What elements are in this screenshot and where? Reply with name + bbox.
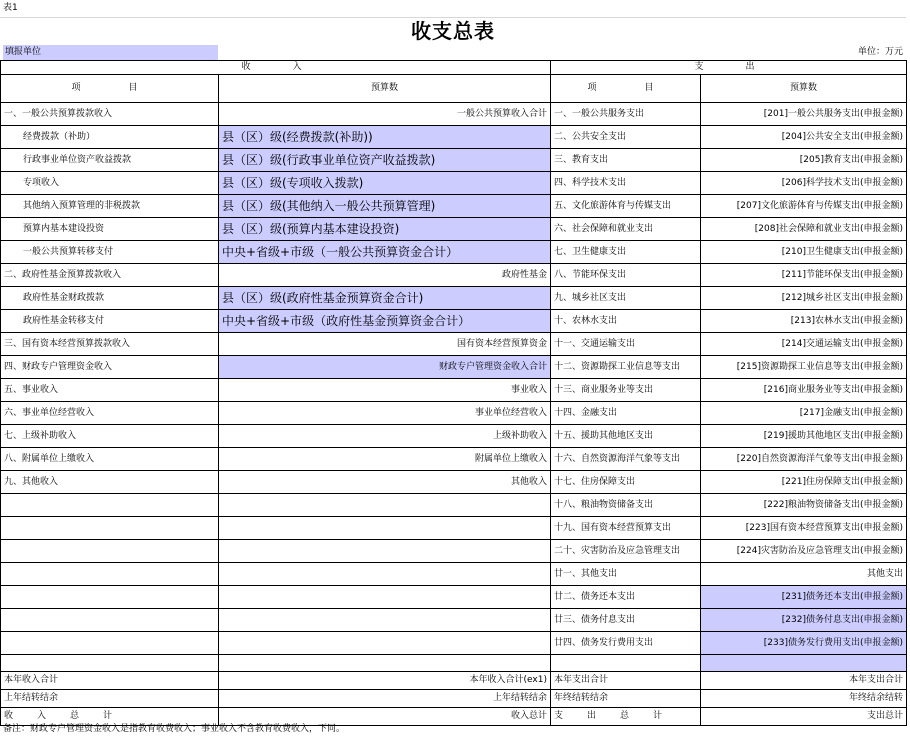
expense-item-cell[interactable]: 廿三、债务付息支出: [551, 609, 701, 632]
income-value-cell[interactable]: [219, 609, 551, 632]
income-item-cell[interactable]: 一般公共预算转移支付: [1, 241, 219, 264]
empty-cell[interactable]: [551, 655, 701, 672]
total-value-cell[interactable]: 收入总计: [219, 708, 551, 726]
expense-value-cell[interactable]: [221]住房保障支出(申报金额): [701, 471, 907, 494]
income-item-cell[interactable]: [1, 609, 219, 632]
income-item-cell[interactable]: 经费拨款（补助）: [1, 126, 219, 149]
table-row: [1, 563, 907, 586]
income-value-cell[interactable]: 县（区）级(专项收入拨款): [219, 172, 551, 195]
income-item-cell[interactable]: 其他纳入预算管理的非税拨款: [1, 195, 219, 218]
income-value-cell[interactable]: 中央+省级+市级（政府性基金预算资金合计）: [219, 310, 551, 333]
expense-value-cell[interactable]: [232]债务付息支出(申报金额): [701, 609, 907, 632]
expense-item-cell[interactable]: 一、一般公共服务支出: [551, 103, 701, 126]
total-item-cell[interactable]: 本年收入合计: [1, 672, 219, 690]
table-row: [1, 586, 907, 609]
expense-item-cell[interactable]: 十八、粮油物资储备支出: [551, 494, 701, 517]
total-item-cell[interactable]: 年终结转结余: [551, 690, 701, 708]
expense-item-cell[interactable]: 八、节能环保支出: [551, 264, 701, 287]
table-row: [1, 264, 907, 287]
table-row: [1, 632, 907, 655]
expense-value-cell[interactable]: [219]援助其他地区支出(申报金额): [701, 425, 907, 448]
income-value-cell[interactable]: 事业单位经营收入: [219, 402, 551, 425]
section-header-row: [1, 61, 907, 75]
total-value-cell[interactable]: 上年结转结余: [219, 690, 551, 708]
income-item-cell[interactable]: 预算内基本建设投资: [1, 218, 219, 241]
expense-value-cell[interactable]: [212]城乡社区支出(申报金额): [701, 287, 907, 310]
total-value-cell[interactable]: 年终结余结转: [701, 690, 907, 708]
table-row: [1, 494, 907, 517]
expense-item-cell[interactable]: 十一、交通运输支出: [551, 333, 701, 356]
income-item-cell[interactable]: 八、附属单位上缴收入: [1, 448, 219, 471]
income-budget-header: 预算数: [219, 75, 551, 103]
expense-item-cell[interactable]: 十四、金融支出: [551, 402, 701, 425]
expense-value-cell[interactable]: 其他支出: [701, 563, 907, 586]
expense-budget-header: 预算数: [701, 75, 907, 103]
spacer-row: [1, 655, 907, 672]
sheet-label: 表1: [3, 3, 18, 13]
expense-value-cell[interactable]: [215]资源勘探工业信息等支出(申报金额): [701, 356, 907, 379]
table-row: [1, 333, 907, 356]
reporting-unit-cell[interactable]: 填报单位: [3, 45, 218, 60]
income-item-cell[interactable]: 行政事业单位资产收益拨款: [1, 149, 219, 172]
total-value-cell[interactable]: 本年收入合计(ex1): [219, 672, 551, 690]
table-row: [1, 471, 907, 494]
table-row: [1, 540, 907, 563]
income-value-cell[interactable]: 中央+省级+市级（一般公共预算资金合计）: [219, 241, 551, 264]
expense-item-cell[interactable]: 十六、自然资源海洋气象等支出: [551, 448, 701, 471]
income-value-cell[interactable]: 财政专户管理资金收入合计: [219, 356, 551, 379]
expense-item-cell[interactable]: 二、公共安全支出: [551, 126, 701, 149]
income-value-cell[interactable]: [219, 540, 551, 563]
table-row: [1, 195, 907, 218]
income-item-cell[interactable]: 七、上级补助收入: [1, 425, 219, 448]
expense-value-cell[interactable]: [205]教育支出(申报金额): [701, 149, 907, 172]
income-value-cell[interactable]: 县（区）级(预算内基本建设投资): [219, 218, 551, 241]
income-item-cell[interactable]: 四、财政专户管理资金收入: [1, 356, 219, 379]
table-row: [1, 402, 907, 425]
total-item-cell[interactable]: 本年支出合计: [551, 672, 701, 690]
total-value-cell[interactable]: 本年支出合计: [701, 672, 907, 690]
expense-item-cell[interactable]: 廿四、债务发行费用支出: [551, 632, 701, 655]
expense-value-cell[interactable]: [213]农林水支出(申报金额): [701, 310, 907, 333]
total-row: [1, 672, 907, 690]
footnote: 备注：财政专户管理资金收入是指教育收费收入；事业收入不含教育收费收入，下同。: [3, 724, 346, 734]
expense-item-cell[interactable]: 二十、灾害防治及应急管理支出: [551, 540, 701, 563]
income-item-cell[interactable]: 政府性基金转移支付: [1, 310, 219, 333]
expense-value-cell[interactable]: [214]交通运输支出(申报金额): [701, 333, 907, 356]
expense-value-cell[interactable]: [231]债务还本支出(申报金额): [701, 586, 907, 609]
income-value-cell[interactable]: [219, 517, 551, 540]
income-item-cell[interactable]: [1, 540, 219, 563]
expense-item-cell[interactable]: 十三、商业服务业等支出: [551, 379, 701, 402]
expense-item-cell[interactable]: 十、农林水支出: [551, 310, 701, 333]
expense-item-cell[interactable]: 四、科学技术支出: [551, 172, 701, 195]
income-item-cell[interactable]: 五、事业收入: [1, 379, 219, 402]
total-row: [1, 690, 907, 708]
expense-value-cell[interactable]: [210]卫生健康支出(申报金额): [701, 241, 907, 264]
expense-item-cell[interactable]: 七、卫生健康支出: [551, 241, 701, 264]
income-item-header: 项 目: [1, 75, 219, 103]
table-row: [1, 287, 907, 310]
income-header: 收 入: [1, 61, 551, 75]
unit-row: [0, 45, 906, 60]
expense-item-cell[interactable]: 十九、国有资本经营预算支出: [551, 517, 701, 540]
expense-item-cell[interactable]: 九、城乡社区支出: [551, 287, 701, 310]
income-value-cell[interactable]: 县（区）级(行政事业单位资产收益拨款): [219, 149, 551, 172]
income-value-cell[interactable]: [219, 632, 551, 655]
table-row: [1, 356, 907, 379]
expense-value-cell[interactable]: [223]国有资本经营预算支出(申报金额): [701, 517, 907, 540]
empty-cell[interactable]: [1, 655, 219, 672]
total-item-cell[interactable]: 收 入 总 计: [1, 708, 219, 726]
income-item-cell[interactable]: [1, 517, 219, 540]
income-value-cell[interactable]: 一般公共预算收入合计: [219, 103, 551, 126]
summary-table: [0, 60, 907, 726]
expense-item-cell[interactable]: 十二、资源勘探工业信息等支出: [551, 356, 701, 379]
income-value-cell[interactable]: [219, 563, 551, 586]
income-item-cell[interactable]: 专项收入: [1, 172, 219, 195]
total-value-cell[interactable]: 支出总计: [701, 708, 907, 726]
empty-cell[interactable]: [219, 655, 551, 672]
income-item-cell[interactable]: 二、政府性基金预算拨款收入: [1, 264, 219, 287]
income-item-cell[interactable]: [1, 586, 219, 609]
expense-value-cell[interactable]: [206]科学技术支出(申报金额): [701, 172, 907, 195]
total-item-cell[interactable]: 上年结转结余: [1, 690, 219, 708]
expense-item-cell[interactable]: 六、社会保障和就业支出: [551, 218, 701, 241]
table-row: [1, 448, 907, 471]
income-item-cell[interactable]: [1, 494, 219, 517]
income-item-cell[interactable]: 政府性基金财政拨款: [1, 287, 219, 310]
income-item-cell[interactable]: [1, 563, 219, 586]
income-item-cell[interactable]: 一、一般公共预算拨款收入: [1, 103, 219, 126]
expense-value-cell[interactable]: [204]公共安全支出(申报金额): [701, 126, 907, 149]
income-item-cell[interactable]: 三、国有资本经营预算拨款收入: [1, 333, 219, 356]
expense-value-cell[interactable]: [208]社会保障和就业支出(申报金额): [701, 218, 907, 241]
expense-item-cell[interactable]: 十七、住房保障支出: [551, 471, 701, 494]
expense-header: 支 出: [551, 61, 907, 75]
income-value-cell[interactable]: 国有资本经营预算资金: [219, 333, 551, 356]
income-value-cell[interactable]: 附属单位上缴收入: [219, 448, 551, 471]
income-value-cell[interactable]: 县（区）级(其他纳入一般公共预算管理): [219, 195, 551, 218]
income-item-cell[interactable]: [1, 632, 219, 655]
table-row: [1, 218, 907, 241]
table-row: [1, 103, 907, 126]
expense-value-cell[interactable]: [220]自然资源海洋气象等支出(申报金额): [701, 448, 907, 471]
expense-value-cell[interactable]: [222]粮油物资储备支出(申报金额): [701, 494, 907, 517]
expense-value-cell[interactable]: [216]商业服务业等支出(申报金额): [701, 379, 907, 402]
expense-value-cell[interactable]: [233]债务发行费用支出(申报金额): [701, 632, 907, 655]
table-row: [1, 517, 907, 540]
table-row: [1, 149, 907, 172]
table-row: [1, 609, 907, 632]
expense-item-cell[interactable]: 廿二、债务还本支出: [551, 586, 701, 609]
expense-item-cell[interactable]: 十五、援助其他地区支出: [551, 425, 701, 448]
expense-value-cell[interactable]: [217]金融支出(申报金额): [701, 402, 907, 425]
unit-label: 单位：万元: [857, 47, 903, 57]
income-value-cell[interactable]: 县（区）级(政府性基金预算资金合计): [219, 287, 551, 310]
table-row: [1, 172, 907, 195]
table-row: [1, 425, 907, 448]
report-title: 收支总表: [411, 19, 495, 43]
income-value-cell[interactable]: 事业收入: [219, 379, 551, 402]
sheet-label-row: [0, 0, 906, 18]
column-header-row: [1, 75, 907, 103]
table-row: [1, 126, 907, 149]
expense-value-cell[interactable]: [224]灾害防治及应急管理支出(申报金额): [701, 540, 907, 563]
table-row: [1, 310, 907, 333]
income-item-cell[interactable]: 六、事业单位经营收入: [1, 402, 219, 425]
table-row: [1, 241, 907, 264]
expense-item-cell[interactable]: 廿一、其他支出: [551, 563, 701, 586]
income-value-cell[interactable]: [219, 586, 551, 609]
income-item-cell[interactable]: 九、其他收入: [1, 471, 219, 494]
table-row: [1, 379, 907, 402]
empty-cell[interactable]: [701, 655, 907, 672]
income-value-cell[interactable]: 县（区）级(经费拨款(补助)): [219, 126, 551, 149]
expense-item-cell[interactable]: 三、教育支出: [551, 149, 701, 172]
expense-item-cell[interactable]: 五、文化旅游体育与传媒支出: [551, 195, 701, 218]
total-item-cell[interactable]: 支 出 总 计: [551, 708, 701, 726]
expense-value-cell[interactable]: [211]节能环保支出(申报金额): [701, 264, 907, 287]
expense-item-header: 项 目: [551, 75, 701, 103]
expense-value-cell[interactable]: [201]一般公共服务支出(申报金额): [701, 103, 907, 126]
income-value-cell[interactable]: 上级补助收入: [219, 425, 551, 448]
income-value-cell[interactable]: 其他收入: [219, 471, 551, 494]
income-value-cell[interactable]: [219, 494, 551, 517]
income-value-cell[interactable]: 政府性基金: [219, 264, 551, 287]
expense-value-cell[interactable]: [207]文化旅游体育与传媒支出(申报金额): [701, 195, 907, 218]
